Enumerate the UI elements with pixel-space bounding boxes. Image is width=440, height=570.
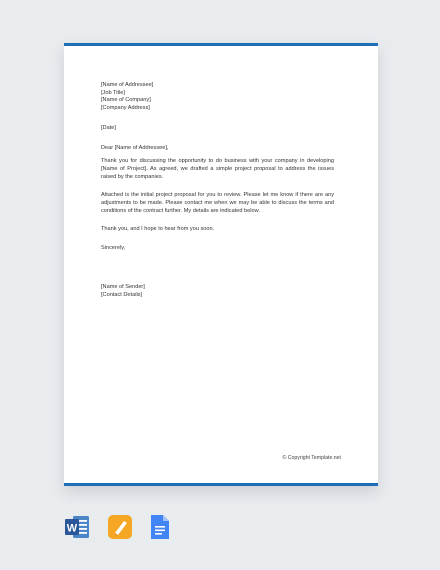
google-docs-icon[interactable] [150,514,170,540]
closing: Sincerely, [101,245,126,252]
word-icon[interactable] [64,514,90,540]
document-page [64,43,378,486]
paragraph-2: Attached is the initial project proposal for you to review. Please let me know if there are any adjustments to be made. Please contact me when we may be able to discuss the terms and conditions of the contract further. My details are indicated below. [101,192,334,214]
paragraph-1: Thank you for discussing the opportunity to do business with your company in developing [Name of Project]. As agreed, we drafted a simple project proposal to address the issues raised by the companies. [101,158,334,180]
salutation: Dear [Name of Addressee], [101,144,169,151]
addressee-job-title: [Job Title] [101,89,125,96]
pages-icon[interactable] [107,514,133,540]
copyright-notice: © Copyright Template.net [282,455,341,461]
letter-date: [Date] [101,124,116,131]
letter-body [101,82,334,299]
addressee-name: [Name of Addressee] [101,82,154,88]
addressee-company: [Name of Company] [101,97,151,104]
paragraph-3: Thank you, and I hope to hear from you soon. [101,226,215,233]
addressee-address: [Company Address] [101,105,150,112]
word-icon-letter: W [66,522,78,535]
sender-name: [Name of Sender] [101,283,145,290]
format-icons [64,514,170,540]
sender-contact: [Contact Details] [101,291,143,298]
